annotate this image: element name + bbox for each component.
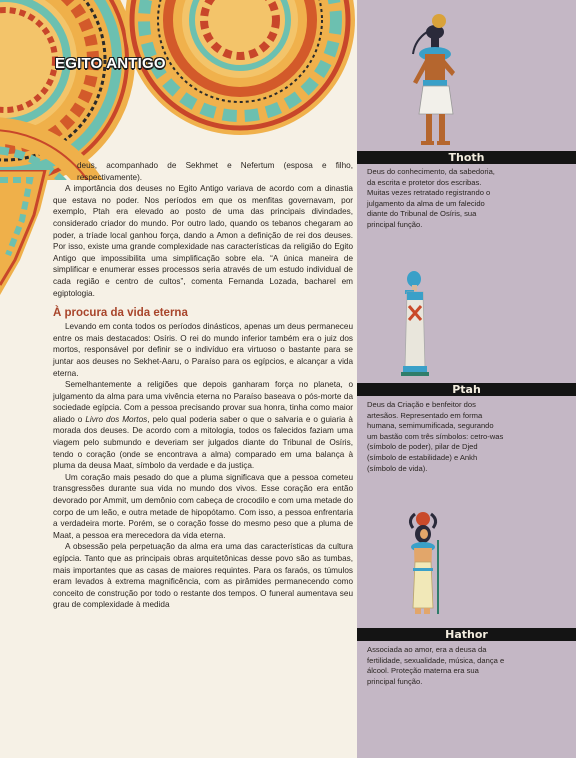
paragraph: A obsessão pela perpetuação da alma era uma das características da cultura egípcia. Tanto que as principais obras arquitetônicas desse povo são as tumbas, mais importantes que as casas de maiores requintes. Para os faraós, os túmulos eram levados à extrema magnificência, com as pirâmides permanecendo como conceito de construção por todo o restante dos tempos. O funeral aumentava seu grau de complexidade à medida: [53, 542, 353, 610]
hathor-illustration: [357, 510, 576, 622]
thoth-description: Deus do conhecimento, da sabedoria, da escrita e protetor dos escribas. Muitas vezes retratado registrando o julgamento da alma de um falecido diante do Tribunal de Osíris, sua principal função.: [367, 167, 495, 229]
paragraph: Semelhantemente a religiões que depois ganharam força no planeta, o julgamento da alma para uma vivência eterna no Paraíso baseava o pós-morte da sociedade egípcia. Com a pessoa precisando provar sua honra, tinha como maior aliado o Livro dos Mortos, pelo qual poderia saber o que o salvaria e o guiaria à morada dos deuses. De acordo com a mitologia, todos os falecidos faziam uma viagem pelo submundo e deveriam ser julgados diante do Tribunal de Osíris, tendo o coração (onde se encontrava a alma) comparado em uma balança à pluma da deusa Maat, símbolo da verdade e da justiça.: [53, 380, 353, 471]
ptah-illustration: [357, 270, 576, 382]
paragraph: Levando em conta todos os períodos dinásticos, apenas um deus permaneceu entre os mais destacados: Osíris. O rei do mundo inferior também era o juiz dos mortos, responsável por definir se o indivíduo era virtuoso o bastante para se juntar aos deuses no Sekhet-Aaru, o Paraíso para os egípcios, e alcançar a vida eterna.: [53, 322, 353, 378]
section-heading: À procura da vida eterna: [53, 307, 188, 320]
left-margin-ornament: [0, 170, 50, 300]
hathor-description: Associada ao amor, era a deusa da fertilidade, sexualidade, música, dança e álcool. Proteção materna era sua principal função.: [367, 645, 505, 686]
section-label: EGITO ANTIGO: [55, 55, 166, 72]
paragraph: Um coração mais pesado do que a pluma significava que a pessoa cometeu transgressões durante sua vida no mundo dos vivos. Esse coração era então devorado por Ammit, um demônio com cabeça de crocodilo e com uma metade do corpo de um leão, e outra metade de hipopótamo. Com isso, a pessoa enfrentaria a verdadeira morte. Porém, se o coração fosse do mesmo peso que a pluma de Maat, a pessoa era merecedora da vida eterna.: [53, 472, 353, 540]
gods-sidebar: [357, 0, 576, 758]
paragraph: deus, acompanhado de Sekhmet e Nefertum (esposa e filho, respectivamente).: [77, 161, 353, 182]
ptah-title: Ptah: [357, 383, 576, 396]
article-body: [53, 160, 353, 611]
egyptian-ornament-decoration: [0, 0, 360, 180]
thoth-title: Thoth: [357, 151, 576, 164]
ptah-description: Deus da Criação e benfeitor dos artesãos. Representado em forma humana, semimumificada, segurando um bastão com três símbolos: cetro-was (símbolo de poder), pilar de Djed (símbolo de estabilidade) e Ankh (símbolo de vida).: [367, 400, 504, 473]
hathor-title: Hathor: [357, 628, 576, 641]
paragraph: A importância dos deuses no Egito Antigo variava de acordo com a dinastia que estava no poder. Nos períodos em que os menfitas governavam, por exemplo, Ptah era elevado ao posto de uma das principais divindades, considerado criador do mundo. Por outro lado, quando os tebanos chegaram ao poder, a tríade local ganhou força, dando a Amon a definição de rei dos deuses. Por isso, existe uma grande complexidade nas características da religião do Egito Antigo que impossibilita uma simplificação sobre ela. “A única maneira de simplificar e enumerar esses processos seria através de um estudo individual de cada região e centro de cultos”, comenta Fernanda Lozada, bacharel em egiptologia.: [53, 184, 353, 298]
thoth-illustration: [357, 10, 576, 150]
